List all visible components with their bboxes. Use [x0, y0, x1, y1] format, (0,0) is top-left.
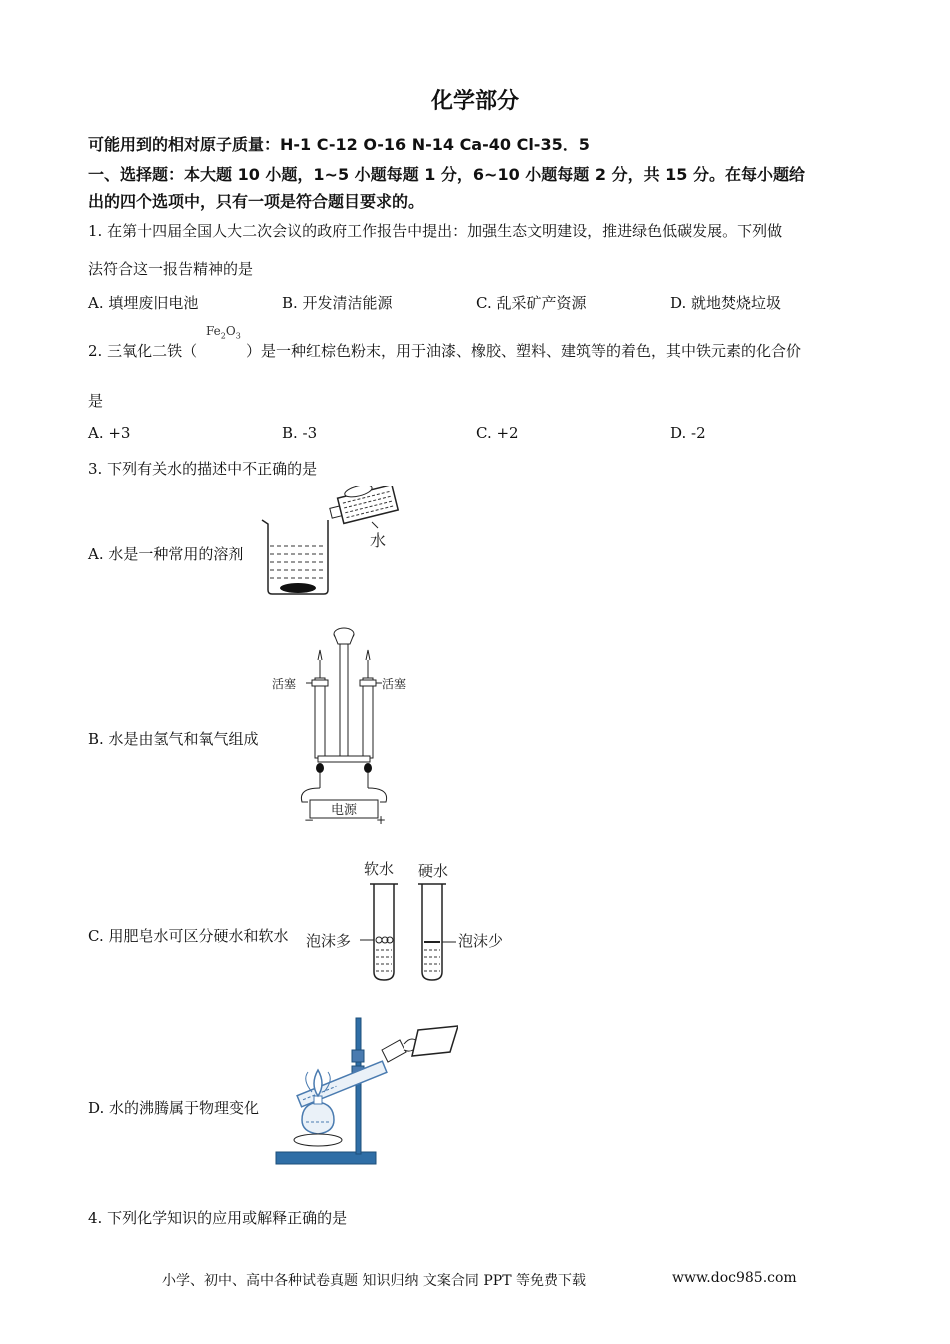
q2-stem-prefix: 2. 三氧化二铁（	[88, 342, 198, 360]
power-label: 电源	[330, 803, 358, 818]
q1-option-c: C. 乱采矿产资源	[476, 294, 587, 312]
q2-option-b: B. -3	[282, 424, 318, 442]
formula-sub-2: 2	[220, 331, 226, 341]
q2-option-c: C. +2	[476, 424, 519, 442]
q3-option-a: A. 水是一种常用的溶剂	[88, 545, 244, 563]
boiling-water-figure	[272, 1014, 458, 1168]
section-heading-line1: 一、选择题：本大题 10 小题，1~5 小题每题 1 分，6~10 小题每题 2 分，共 15 分。在每小题给	[88, 165, 805, 184]
atomic-masses: 可能用到的相对原子质量：H-1 C-12 O-16 N-14 Ca-40 Cl-35．5	[88, 135, 590, 154]
soap-water-test-figure	[300, 854, 520, 984]
q4-stem: 4. 下列化学知识的应用或解释正确的是	[88, 1209, 348, 1227]
formula-fe: Fe	[206, 324, 221, 338]
less-foam-label: 泡沫少	[458, 932, 504, 950]
section-heading-line2: 出的四个选项中，只有一项是符合题目要求的。	[88, 192, 425, 211]
footer-website[interactable]: www.doc985.com	[672, 1270, 797, 1286]
q1-option-b: B. 开发清洁能源	[282, 294, 393, 312]
soft-water-label: 软水	[364, 860, 395, 878]
minus-label: −	[304, 813, 315, 826]
q1-stem-line1: 1. 在第十四届全国人大二次会议的政府工作报告中提出：加强生态文明建设，推进绿色低碳发展。下列做	[88, 222, 783, 240]
more-foam-label: 泡沫多	[306, 932, 352, 950]
right-stopcock-label: 活塞	[382, 677, 407, 691]
hard-water-label: 硬水	[418, 862, 449, 880]
left-stopcock-label: 活塞	[272, 677, 297, 691]
beaker-dissolving-figure	[256, 486, 402, 598]
q2-option-d: D. -2	[670, 424, 706, 442]
q2-formula	[206, 324, 241, 340]
formula-o: O	[225, 324, 236, 338]
q3-option-d: D. 水的沸腾属于物理变化	[88, 1099, 260, 1117]
page-title: 化学部分	[430, 89, 519, 114]
q2-option-a: A. +3	[88, 424, 131, 442]
plus-label: +	[376, 813, 387, 826]
q2-stem-line2: 是	[88, 392, 104, 410]
q1-option-d: D. 就地焚烧垃圾	[670, 294, 782, 312]
q1-stem-line2: 法符合这一报告精神的是	[88, 260, 254, 278]
q3-option-c: C. 用肥皂水可区分硬水和软水	[88, 927, 289, 945]
q3-option-b: B. 水是由氢气和氧气组成	[88, 730, 259, 748]
electrolysis-apparatus-figure	[268, 620, 418, 826]
q1-option-a: A. 填埋废旧电池	[88, 294, 199, 312]
q3-stem: 3. 下列有关水的描述中不正确的是	[88, 460, 318, 478]
water-label: 水	[370, 531, 387, 550]
q2-stem-suffix: ）是一种红棕色粉末，用于油漆、橡胶、塑料、建筑等的着色，其中铁元素的化合价	[246, 342, 802, 360]
formula-sub-3: 3	[235, 331, 241, 341]
footer-left-text: 小学、初中、高中各种试卷真题 知识归纳 文案合同 PPT 等免费下载	[162, 1273, 586, 1289]
